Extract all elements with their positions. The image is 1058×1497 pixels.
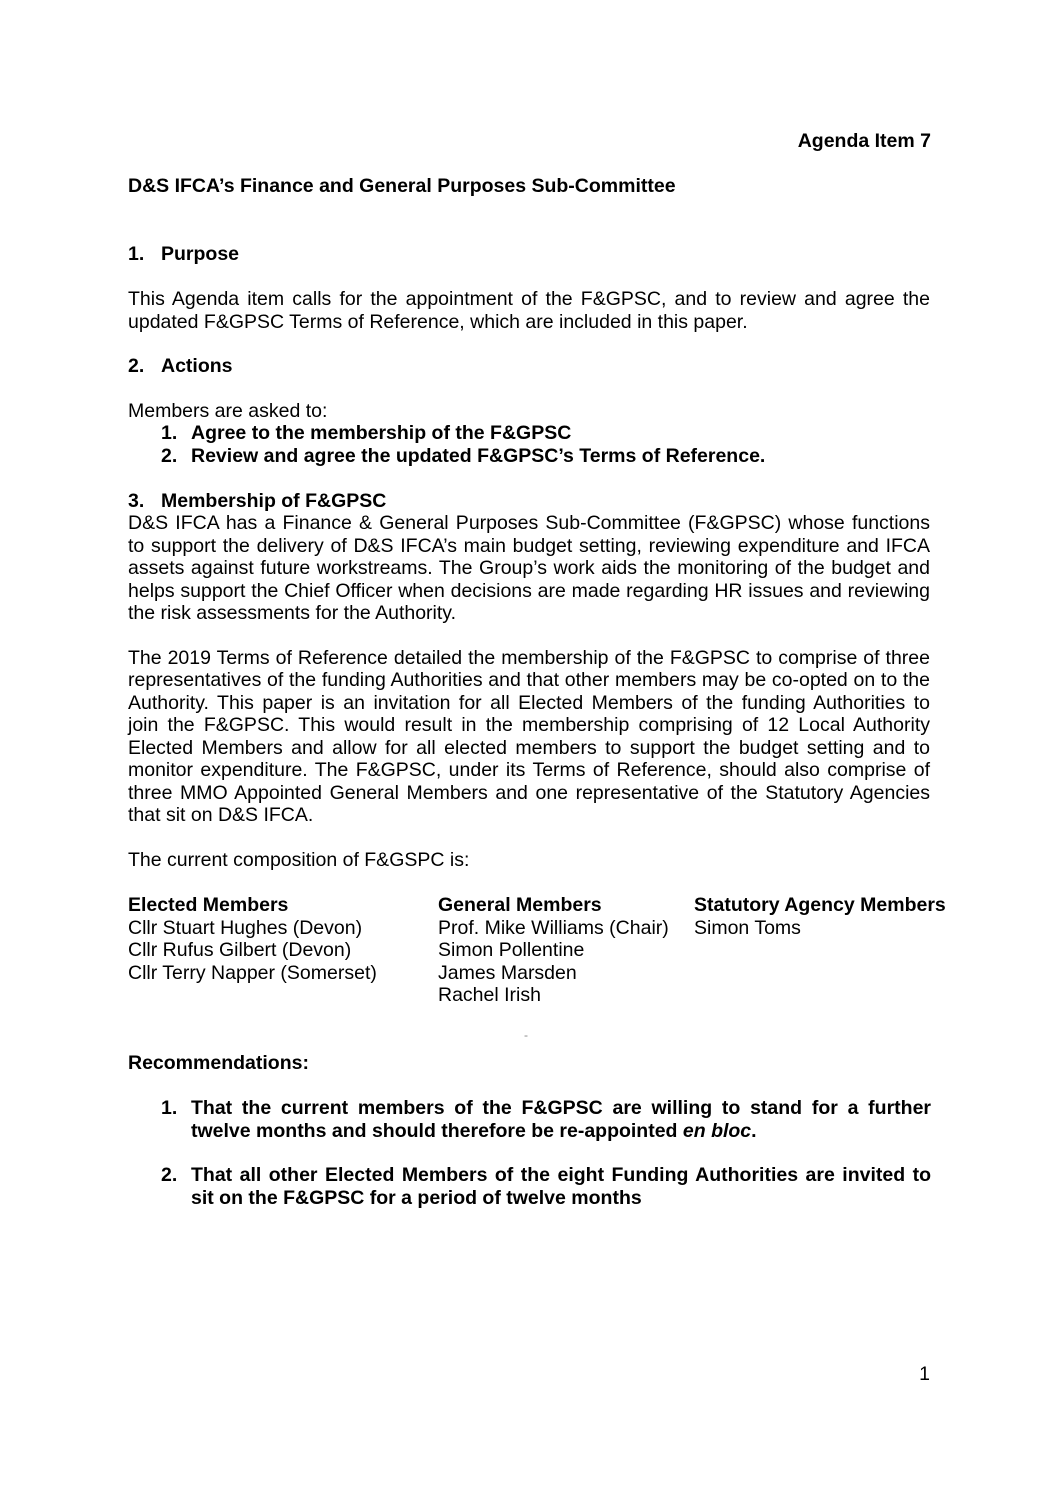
agenda-item-label: Agenda Item 7 bbox=[797, 130, 931, 152]
elected-members-column bbox=[128, 894, 377, 984]
section-actions-number: 2. bbox=[128, 355, 145, 377]
membership-para2-line: that sit on D&S IFCA. bbox=[128, 804, 314, 826]
page-number: 1 bbox=[919, 1363, 930, 1385]
purpose-text-line: This Agenda item calls for the appointment of the F&GPSC, and to review and agree the bbox=[128, 288, 930, 310]
member-name: Cllr Terry Napper (Somerset) bbox=[128, 961, 377, 984]
action-item-text: Review and agree the updated F&GPSC’s Terms of Reference. bbox=[191, 445, 766, 467]
general-members-column bbox=[438, 894, 669, 1007]
document-title: D&S IFCA’s Finance and General Purposes Sub-Committee bbox=[128, 175, 676, 197]
membership-para1-line: D&S IFCA has a Finance & General Purposes Sub-Committee (F&GPSC) whose functions bbox=[128, 512, 930, 534]
composition-intro: The current composition of F&GSPC is: bbox=[128, 849, 470, 871]
member-name: James Marsden bbox=[438, 961, 577, 984]
separator-mark: - bbox=[524, 1028, 528, 1042]
action-item-number: 1. bbox=[161, 422, 178, 444]
statutory-members-column bbox=[694, 894, 946, 939]
membership-para1-line: assets against future workstreams. The Group’s work aids the monitoring of the budget and bbox=[128, 557, 930, 579]
recommendation-line: sit on the F&GPSC for a period of twelve months bbox=[191, 1187, 642, 1209]
membership-para1-line: the risk assessments for the Authority. bbox=[128, 602, 457, 624]
member-name: Rachel Irish bbox=[438, 984, 541, 1006]
general-members-heading: General Members bbox=[438, 894, 602, 916]
section-actions-heading: Actions bbox=[161, 355, 233, 377]
membership-para2-line: representatives of the funding Authorities and that other members may be co-opted on to the bbox=[128, 669, 930, 691]
member-name: Cllr Rufus Gilbert (Devon) bbox=[128, 939, 352, 961]
section-purpose-number: 1. bbox=[128, 243, 145, 265]
purpose-text-line: updated F&GPSC Terms of Reference, which are included in this paper. bbox=[128, 311, 748, 333]
membership-para2-line: monitor expenditure. The F&GPSC, under its Terms of Reference, should also comprise of bbox=[128, 759, 930, 781]
statutory-members-heading: Statutory Agency Members bbox=[694, 894, 946, 916]
recommendations-heading: Recommendations: bbox=[128, 1052, 309, 1074]
recommendation-line: That all other Elected Members of the eight Funding Authorities are invited to bbox=[191, 1164, 931, 1186]
member-name: Simon Toms bbox=[694, 916, 801, 939]
recommendation-line: twelve months and should therefore be re-appointed en bloc. bbox=[191, 1120, 757, 1142]
member-name: Simon Pollentine bbox=[438, 939, 585, 961]
membership-para2-line: Elected Members and allow for all elected members to support the budget setting and to bbox=[128, 737, 930, 759]
member-name: Cllr Stuart Hughes (Devon) bbox=[128, 916, 363, 939]
elected-members-heading: Elected Members bbox=[128, 894, 289, 916]
membership-para2-line: join the F&GPSC. This would result in the membership comprising of 12 Local Authority bbox=[128, 714, 930, 736]
section-purpose-heading: Purpose bbox=[161, 243, 240, 265]
membership-para1-line: to support the delivery of D&S IFCA’s main budget setting, reviewing expenditure and IFCA bbox=[128, 535, 930, 557]
membership-para2-line: three MMO Appointed General Members and one representative of the Statutory Agencies bbox=[128, 782, 930, 804]
membership-para1-line: helps support the Chief Officer when decisions are made regarding HR issues and reviewing bbox=[128, 580, 930, 602]
action-item-number: 2. bbox=[161, 445, 178, 467]
section-membership-heading: Membership of F&GPSC bbox=[161, 490, 387, 512]
member-name: Prof. Mike Williams (Chair) bbox=[438, 916, 669, 939]
recommendation-number: 1. bbox=[161, 1097, 178, 1119]
recommendation-number: 2. bbox=[161, 1164, 178, 1186]
membership-para2-line: The 2019 Terms of Reference detailed the membership of the F&GPSC to comprise of three bbox=[128, 647, 930, 669]
recommendation-line: That the current members of the F&GPSC are willing to stand for a further bbox=[191, 1097, 931, 1119]
recommendation-emphasis: en bloc bbox=[682, 1120, 752, 1142]
section-membership-number: 3. bbox=[128, 490, 145, 512]
action-item-text: Agree to the membership of the F&GPSC bbox=[191, 422, 572, 444]
actions-intro: Members are asked to: bbox=[128, 400, 328, 422]
membership-para2-line: Authority. This paper is an invitation for all Elected Members of the funding Authorities to bbox=[128, 692, 930, 714]
